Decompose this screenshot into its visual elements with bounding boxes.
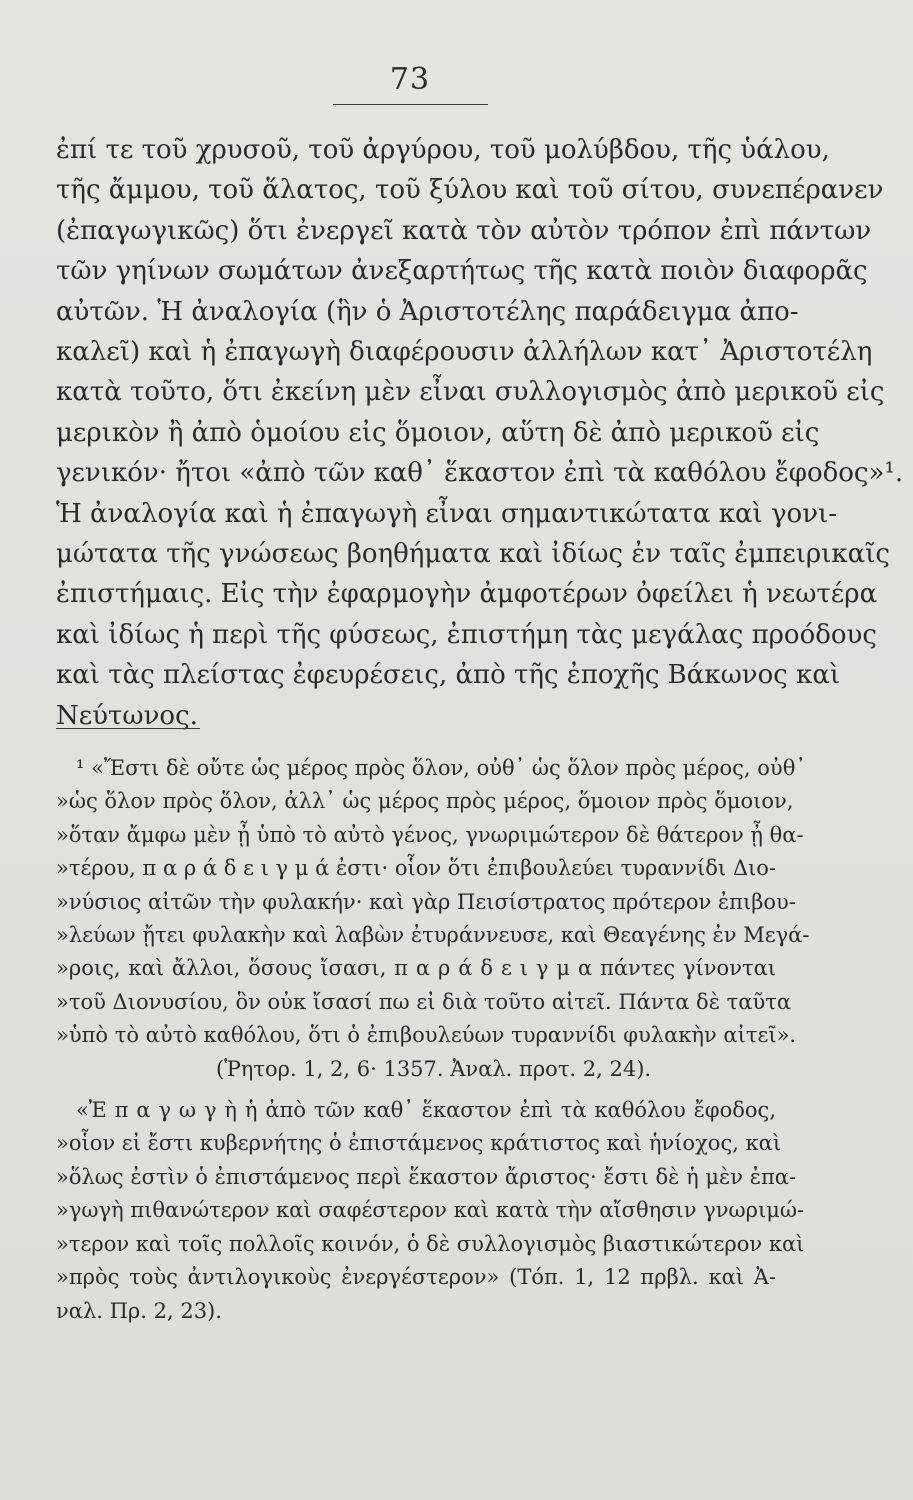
footnote-2 — [56, 1094, 805, 1328]
page-number: 73 — [389, 62, 431, 97]
footnote-line: »γωγὴ πιθανώτερον καὶ σαφέστερον καὶ κατὰ τὴν αἴσθησιν γνωριμώ- — [56, 1198, 805, 1223]
body-line: μερικὸν ἢ ἀπὸ ὁμοίου εἰς ὅμοιον, αὕτη δὲ ἀπὸ μερικοῦ εἰς — [56, 417, 820, 448]
main-text — [56, 130, 904, 736]
footnote-line: »οἷον εἰ ἔστι κυβερνήτης ὁ ἐπιστάμενος κράτιστος καὶ ἡνίοχος, καὶ — [56, 1131, 782, 1156]
footnote-line: »τέρου, π α ρ ά δ ε ι γ μ ά ἐστι· οἷον ὅτι ἐπιβουλεύει τυραννίδι Διο- — [56, 856, 776, 881]
body-line: Ἡ ἀναλογία καὶ ἡ ἐπαγωγὴ εἶναι σημαντικώτατα καὶ γονι- — [56, 498, 837, 529]
footnote-line: »λεύων ᾔτει φυλακὴν καὶ λαβὼν ἐτυράννευσε, καὶ Θεαγένης ἐν Μεγά- — [56, 923, 810, 948]
body-line: ἐπί τε τοῦ χρυσοῦ, τοῦ ἀργύρου, τοῦ μολύβδου, τῆς ὑάλου, — [56, 135, 830, 165]
footnote-rule — [56, 728, 200, 729]
body-line: (ἐπαγωγικῶς) ὅτι ἐνεργεῖ κατὰ τὸν αὐτὸν τρόπον ἐπὶ πάντων — [56, 215, 872, 246]
body-line: καὶ ἰδίως ἡ περὶ τῆς φύσεως, ἐπιστήμη τὰς μεγάλας προόδους — [56, 619, 877, 650]
body-line: καὶ τὰς πλείστας ἐφευρέσεις, ἀπὸ τῆς ἐποχῆς Βάκωνος καὶ — [56, 660, 841, 691]
footnote-line: »τερον καὶ τοῖς πολλοῖς κοινόν, ὁ δὲ συλλογισμὸς βιαστικώτερον καὶ — [56, 1231, 805, 1256]
body-line: καλεῖ) καὶ ἡ ἐπαγωγὴ διαφέρουσιν ἀλλήλων κατ᾽ Ἀριστοτέλη — [56, 337, 873, 368]
footnote-line: »ὑπὸ τὸ αὐτὸ καθόλου, ὅτι ὁ ἐπιβουλεύων τυραννίδι φυλακὴν αἰτεῖ». — [56, 1023, 797, 1048]
header-rule — [333, 104, 488, 105]
footnote-line: »ροις, καὶ ἄλλοι, ὅσους ἴσασι, π α ρ ά δ ε ι γ μ α πάντες γίνονται — [56, 956, 776, 981]
footnotes — [56, 752, 810, 1328]
footnote-line: »τοῦ Διονυσίου, ὃν οὐκ ἴσασί πω εἰ διὰ τοῦτο αἰτεῖ. Πάντα δὲ ταῦτα — [56, 989, 792, 1014]
footnote-citation: (Ῥητορ. 1, 2, 6· 1357. Ἀναλ. προτ. 2, 24). — [216, 1056, 652, 1081]
footnote-1 — [56, 752, 810, 1086]
footnote-line: «Ἐ π α γ ω γ ὴ ἡ ἀπὸ τῶν καθ᾽ ἕκαστον ἐπὶ τὰ καθόλου ἔφοδος, — [76, 1098, 776, 1123]
footnote-line: »πρὸς τοὺς ἀντιλογικοὺς ἐνεργέστερον» (Τόπ. 1, 12 πρβλ. καὶ Ἀ- — [56, 1265, 776, 1290]
body-line: ἐπιστήμαις. Εἰς τὴν ἐφαρμογὴν ἀμφοτέρων ὀφείλει ἡ νεωτέρα — [56, 579, 878, 610]
body-line: γενικόν· ἤτοι «ἀπὸ τῶν καθ᾽ ἕκαστον ἐπὶ τὰ καθόλου ἔφοδος»¹. — [56, 458, 904, 489]
footnote-line: ναλ. Πρ. 2, 23). — [56, 1298, 222, 1323]
footnote-line: ¹ «Ἔστι δὲ οὔτε ὡς μέρος πρὸς ὅλον, οὐθ᾽ ὡς ὅλον πρὸς μέρος, οὐθ᾽ — [76, 756, 806, 780]
body-line: Νεύτωνος. — [56, 700, 198, 731]
footnote-line: »ὅλως ἐστὶν ὁ ἐπιστάμενος περὶ ἕκαστον ἄριστος· ἔστι δὲ ἡ μὲν ἐπα- — [56, 1164, 797, 1189]
body-line: αὐτῶν. Ἡ ἀναλογία (ἣν ὁ Ἀριστοτέλης παράδειγμα ἀπο- — [56, 296, 799, 327]
footnote-line: »νύσιος αἰτῶν τὴν φυλακήν· καὶ γὰρ Πεισίστρατος πρότερον ἐπιβου- — [56, 889, 796, 914]
footnote-line: »ὡς ὅλον πρὸς ὅλον, ἀλλ᾽ ὡς μέρος πρὸς μέρος, ὅμοιον πρὸς ὅμοιον, — [56, 789, 794, 814]
body-line: κατὰ τοῦτο, ὅτι ἐκείνη μὲν εἶναι συλλογισμὸς ἀπὸ μερικοῦ εἰς — [56, 377, 885, 408]
body-line: μώτατα τῆς γνώσεως βοηθήματα καὶ ἰδίως ἐν ταῖς ἐμπειρικαῖς — [56, 539, 890, 570]
footnote-line: »ὅταν ἄμφω μὲν ᾖ ὑπὸ τὸ αὐτὸ γένος, γνωριμώτερον δὲ θάτερον ᾖ θα- — [56, 822, 804, 847]
body-line: τῶν γηίνων σωμάτων ἀνεξαρτήτως τῆς κατὰ ποιὸν διαφορᾶς — [56, 256, 868, 287]
body-line: τῆς ἄμμου, τοῦ ἅλατος, τοῦ ξύλου καὶ τοῦ σίτου, συνεπέρανεν — [56, 175, 884, 206]
footnote-gap — [56, 1086, 776, 1094]
